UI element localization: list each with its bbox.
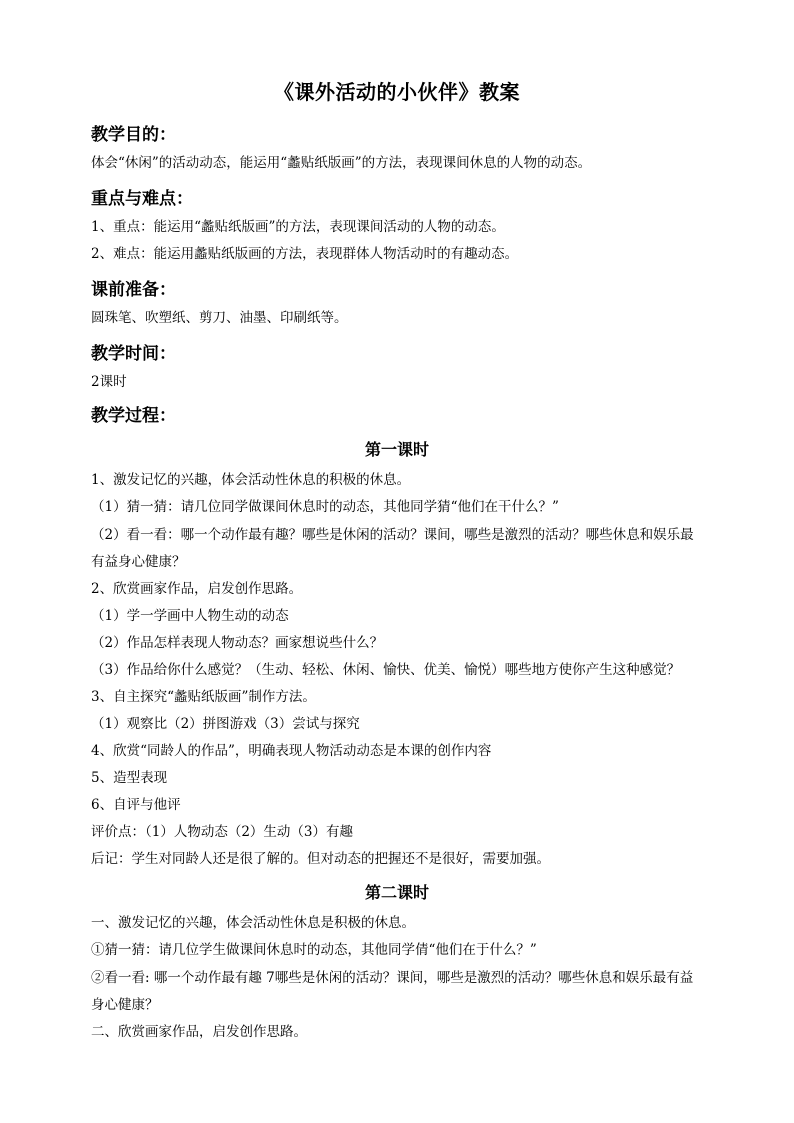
lesson1-line: 2、欣赏画家作品，启发创作思路。: [91, 581, 303, 597]
document-title: 《课外活动的小伙伴》教案: [274, 80, 520, 104]
lesson1-line: 4、欣赏“同龄人的作品”，明确表现人物活动动态是本课的创作内容: [91, 743, 492, 759]
lesson1-line: （1）猜一猜：请几位同学做课间休息时的动态，其他同学猜“他们在干什么？”: [91, 499, 559, 515]
lesson1-line: （1）学一学画中人物生动的动态: [91, 608, 289, 624]
lesson1-heading: 第一课时: [364, 440, 429, 459]
lesson1-line: 5、造型表现: [91, 770, 168, 786]
section-heading-key-points: 重点与难点：: [91, 189, 193, 209]
lesson1-line: 6、自评与他评: [91, 797, 181, 813]
section-heading-time: 教学时间：: [91, 344, 176, 364]
objectives-text: 体会“休闲”的活动动态，能运用“蠡贴纸版画”的方法，表现课间休息的人物的动态。: [91, 155, 592, 171]
lesson1-line: （3）作品给你什么感觉？（生动、轻松、休闲、愉快、优美、愉悦）哪些地方使你产生这种感觉？: [91, 662, 681, 678]
lesson2-line: ①猜一猜：请几位学生做课间休息时的动态，其他同学倩“他们在于什么？”: [91, 942, 537, 958]
lesson1-line: 1、激发记忆的兴趣，体会活动性休息的积极的休息。: [91, 472, 411, 488]
key-point-line: 1、重点：能运用“蠡贴纸版画”的方法，表现课间活动的人物的动态。: [91, 219, 505, 235]
time-text: 2课时: [91, 374, 127, 390]
lesson1-line: （1）观察比（2）拼图游戏（3）尝试与探究: [91, 716, 360, 732]
lesson2-line: 一、激发记忆的兴趣，体会活动性休息是积极的休息。: [91, 915, 415, 931]
key-point-line: 2、难点：能运用蠡贴纸版画的方法，表现群体人物活动时的有趣动态。: [91, 246, 519, 262]
lesson2-line: ②看一看: 哪一个动作最有趣 7哪些是休闲的活动？课间，哪些是激烈的活动？哪些休息和娱乐最有益: [91, 970, 694, 986]
preparation-text: 圆珠笔、吹塑纸、剪刀、油墨、印刷纸等。: [91, 310, 348, 326]
lesson1-line: （2）看一看：哪一个动作最有趣？哪些是休闲的活动？课间，哪些是激烈的活动？哪些休息和娱乐最: [91, 527, 694, 543]
section-heading-objectives: 教学目的：: [91, 125, 176, 145]
lesson1-line: 有益身心健康？: [91, 554, 186, 570]
section-heading-process: 教学过程：: [91, 406, 176, 426]
section-heading-preparation: 课前准备：: [91, 280, 176, 300]
lesson2-heading: 第二课时: [364, 883, 429, 902]
lesson1-line: 评价点：（1）人物动态（2）生动（3）有趣: [91, 824, 354, 840]
lesson1-line: 3、自主探究“蠡贴纸版画”制作方法。: [91, 689, 316, 705]
lesson1-line: （2）作品怎样表现人物动态？画家想说些什么？: [91, 635, 384, 651]
lesson1-line: 后记：学生对同龄人还是很了解的。但对动态的把握还不是很好，需要加强。: [91, 851, 550, 867]
lesson2-line: 身心健康？: [91, 997, 159, 1013]
lesson2-line: 二、欣赏画家作品，启发创作思路。: [91, 1024, 307, 1040]
